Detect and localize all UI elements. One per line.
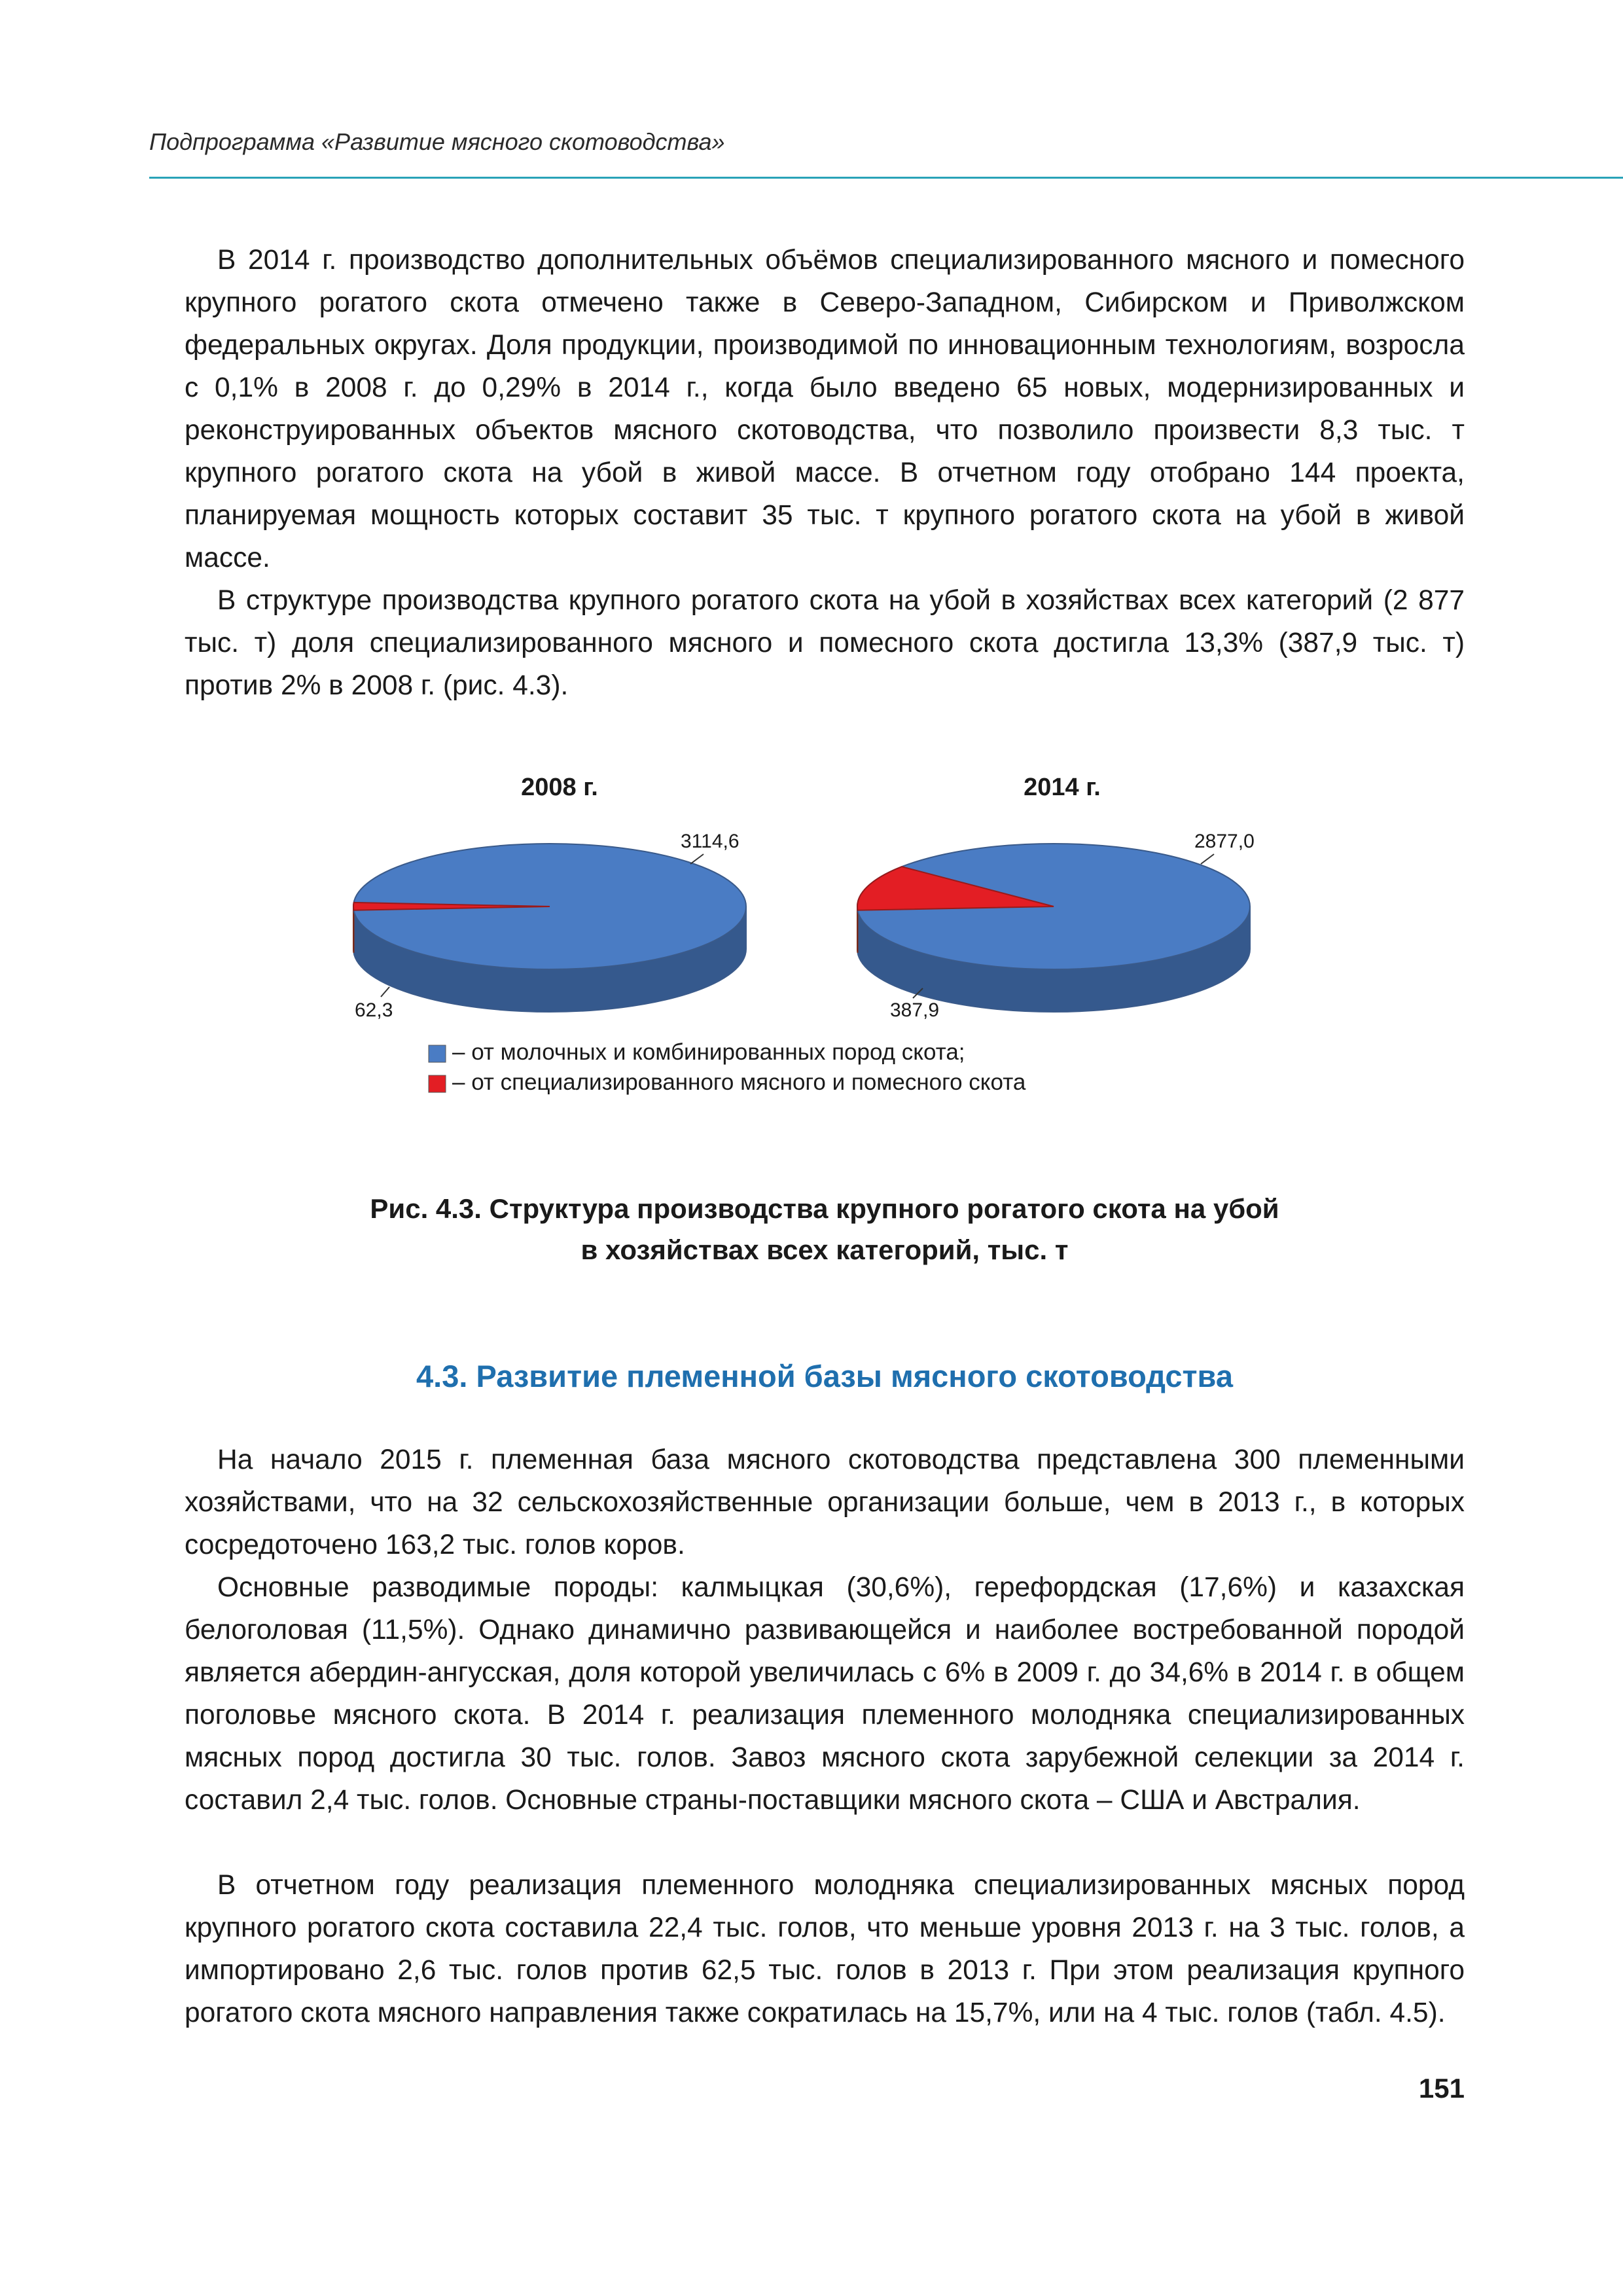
paragraph-3: На начало 2015 г. племенная база мясного скотоводства представлена 300 племенными хозяйствами, что на 32 сельскохозяйственные организации больше, чем в 2013 г., в которых сосредоточено 163,2 тыс. голов коров.	[185, 1444, 1465, 1560]
page-number: 151	[1418, 2073, 1465, 2104]
legend-swatch-1	[429, 1075, 446, 1092]
pie-charts-svg	[327, 769, 1270, 1136]
pie-title-0: 2008 г.	[521, 774, 598, 801]
pie-value-label-blue-0: 3114,6	[681, 831, 740, 852]
paragraph-5: В отчетном году реализация племенного молодняка специализированных мясных пород крупного рогатого скота составила 22,4 тыс. голов, что меньше уровня 2013 г. на 3 тыс. голов, а импортировано 2,6 тыс. голов против 62,5 тыс. голов в 2013 г. При этом реализация крупного рогатого скота мясного направления также сократилась на 15,7%, или на 4 тыс. голов (табл. 4.5).	[185, 1870, 1465, 2028]
pie-title-1: 2014 г.	[1024, 774, 1101, 801]
paragraph-2: В структуре производства крупного рогатого скота на убой в хозяйствах всех категорий (2 877 тыс. т) доля специализированного мясного и помесного скота достигла 13,3% (387,9 тыс. т) против 2% в 2008 г. (рис. 4.3).	[185, 585, 1465, 701]
legend-label-1: – от специализированного мясного и помесного скота	[452, 1069, 1026, 1095]
pie-leader-red-0	[381, 987, 389, 997]
pie-value-label-red-0: 62,3	[355, 999, 393, 1021]
pie-side-red-0	[353, 906, 354, 953]
pie-leader-blue-1	[1201, 854, 1214, 864]
pie-value-label-blue-1: 2877,0	[1194, 831, 1255, 852]
figure-4-3-chart	[327, 769, 1270, 1136]
pie-value-label-red-1: 387,9	[890, 999, 940, 1021]
figure-caption-line-2: в хозяйствах всех категорий, тыс. т	[580, 1234, 1069, 1265]
paragraph-1: В 2014 г. производство дополнительных объёмов специализированного мясного и помесного крупного рогатого скота отмечено также в Северо-Западном, Сибирском и Приволжском федеральных округах. Доля продукции, производимой по инновационным технологиям, возросла с 0,1% в 2008 г. до 0,29% в 2014 г., когда было введено 65 новых, модернизированных и реконструированных объектов мясного скотоводства, что позволило произвести 8,3 тыс. т крупного рогатого скота на убой в живой массе. В отчетном году отобрано 144 проекта, планируемая мощность которых составит 35 тыс. т крупного рогатого скота на убой в живой массе.	[185, 245, 1465, 573]
running-header: Подпрограмма «Развитие мясного скотоводства»	[149, 128, 725, 155]
figure-caption	[185, 1188, 1465, 1270]
pie-leader-blue-0	[690, 854, 704, 864]
legend-swatch-0	[429, 1045, 446, 1062]
figure-caption-line-1: Рис. 4.3. Структура производства крупного рогатого скота на убой	[370, 1193, 1279, 1224]
section-heading: 4.3. Развитие племенной базы мясного скотоводства	[416, 1359, 1233, 1393]
paragraph-4: Основные разводимые породы: калмыцкая (30,6%), герефордская (17,6%) и казахская белоголовая (11,5%). Однако динамично развивающейся и наиболее востребованной породой является абердин-ангусская, доля которой увеличилась с 6% в 2009 г. до 34,6% в 2014 г. в общем поголовье мясного скота. В 2014 г. реализация племенного молодняка специализированных мясных пород достигла 30 тыс. голов. Завоз мясного скота зарубежной селекции за 2014 г. составил 2,4 тыс. голов. Основные страны-поставщики мясного скота – США и Австралия.	[185, 1572, 1465, 1816]
header-rule	[149, 177, 1623, 179]
legend-label-0: – от молочных и комбинированных пород скота;	[452, 1039, 965, 1065]
pie-side-red-1	[857, 906, 858, 953]
